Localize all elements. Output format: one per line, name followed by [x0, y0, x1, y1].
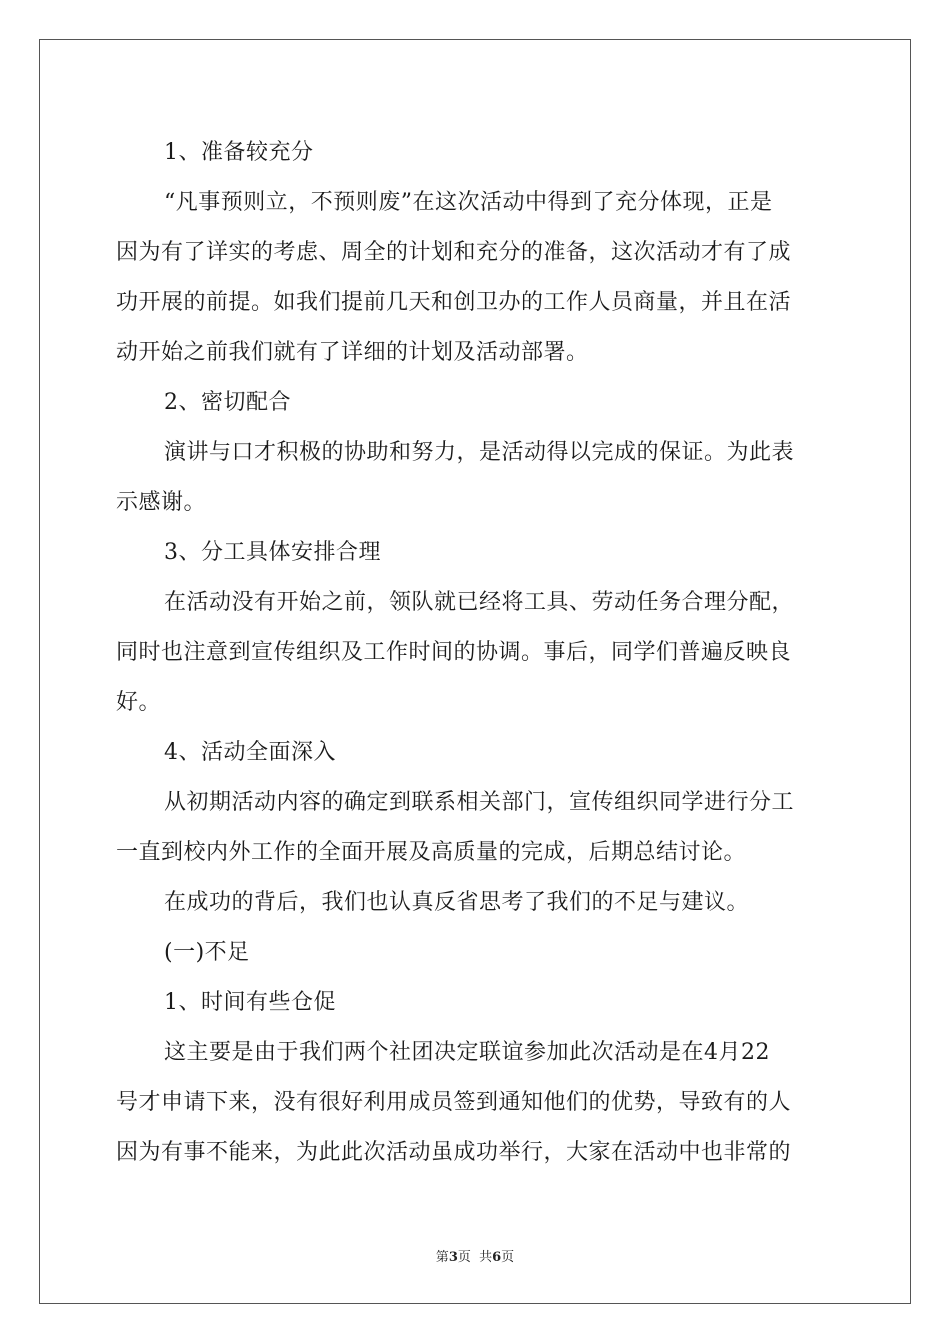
text-line: 这主要是由于我们两个社团决定联谊参加此次活动是在4月22 [164, 1040, 770, 1065]
text-line: 在活动没有开始之前，领队就已经将工具、劳动任务合理分配， [164, 590, 795, 615]
text-line: 示感谢。 [116, 490, 207, 515]
footer-suffix: 页 [501, 1250, 515, 1265]
text-line: 同时也注意到宣传组织及工作时间的协调。事后，同学们普遍反映良 [116, 640, 792, 665]
text-line: 演讲与口才积极的协助和努力，是活动得以完成的保证。为此表 [164, 440, 795, 465]
footer-prefix: 第 [435, 1250, 449, 1265]
footer-middle: 页 共 [457, 1250, 493, 1265]
page-footer [0, 1246, 950, 1265]
text-line: 动开始之前我们就有了详细的计划及活动部署。 [116, 340, 589, 365]
text-line: 功开展的前提。如我们提前几天和创卫办的工作人员商量，并且在活 [116, 290, 792, 315]
text-line: 3、分工具体安排合理 [164, 540, 381, 565]
text-line: 1、准备较充分 [164, 140, 314, 165]
text-line: 号才申请下来，没有很好利用成员签到通知他们的优势，导致有的人 [116, 1090, 792, 1115]
text-line: “凡事预则立，不预则废”在这次活动中得到了充分体现，正是 [164, 190, 773, 215]
text-line: 4、活动全面深入 [164, 740, 336, 765]
total-pages-number: 6 [492, 1250, 502, 1265]
text-line: 2、密切配合 [164, 390, 291, 415]
text-line: 因为有了详实的考虑、周全的计划和充分的准备，这次活动才有了成 [116, 240, 792, 265]
text-line: 因为有事不能来，为此此次活动虽成功举行，大家在活动中也非常的 [116, 1140, 792, 1165]
document-body [116, 128, 834, 1178]
text-line: 从初期活动内容的确定到联系相关部门，宣传组织同学进行分工 [164, 790, 795, 815]
current-page-number: 3 [448, 1250, 458, 1265]
text-line: 好。 [116, 690, 162, 715]
text-line: 一直到校内外工作的全面开展及高质量的完成，后期总结讨论。 [116, 840, 747, 865]
text-line: 1、时间有些仓促 [164, 990, 336, 1015]
text-line: 在成功的背后，我们也认真反省思考了我们的不足与建议。 [164, 890, 750, 915]
text-line: (一)不足 [164, 940, 250, 965]
